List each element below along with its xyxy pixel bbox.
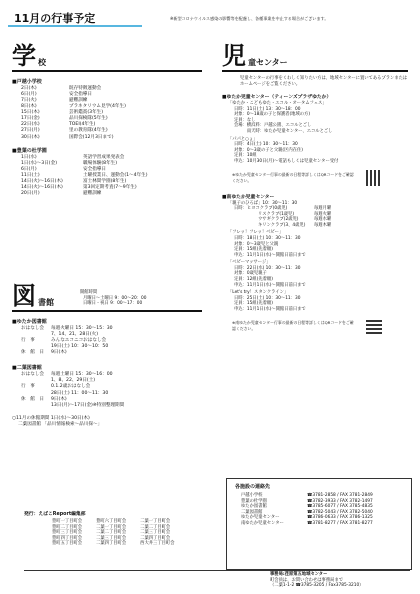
group-list <box>21 155 212 197</box>
closed-title: ○11月の休館期間 1日(水)〜30日(木) <box>12 415 90 421</box>
header <box>8 5 412 35</box>
closed-line: 二葉図書館 「品川情報検索～品川探～」 <box>18 421 103 427</box>
qr-code-icon[interactable] <box>366 170 382 186</box>
list-item: 19日(土) 10：30〜10：50 <box>51 344 109 350</box>
library-heading-big: 図 <box>12 282 36 310</box>
member-col: 二葉一丁目町会 二葉二丁目町会 二葉三丁目町会 二葉四丁目町会 西大井三丁目町会 <box>140 519 175 547</box>
publisher: 発行：えばこReport編集部 <box>24 512 86 517</box>
school-rule <box>12 70 202 72</box>
list-item: 20日(月) 避難訓練 <box>21 190 102 196</box>
list-item: 1日(水) 英語学習成果発表会 <box>21 154 125 160</box>
list-item: 14日(火)〜16日(木) 第3回定期考査(7〜9年生) <box>21 184 137 190</box>
list-item: おはなし会 毎週土曜日 15：30〜16：00 <box>21 372 113 378</box>
contacts-box <box>226 478 412 570</box>
list-item: 15日(木) 芸術鑑賞(3年生) <box>21 110 104 116</box>
member-col: 豊町六丁目町会 二葉一丁目町会 二葉二丁目町会 二葉三丁目町会 二葉四丁目町会 <box>96 519 127 547</box>
qr-block <box>232 318 412 334</box>
list-item: おはなし会 毎週火曜日 15：30〜15：30 <box>21 326 113 331</box>
event-details: 日時：25日(土) 10：30〜11：30 定員：15組(先着順) 申込：11月1日(水)〜開館日前日まで <box>234 295 306 312</box>
group-list <box>21 326 212 356</box>
group-title: ■戸越小学校 <box>12 79 42 85</box>
event-title: 「パパと○ょ」 <box>228 136 258 142</box>
list-item: 1日(水)〜3日(金) 職場体験(8年生) <box>21 160 118 166</box>
list-item: 二葉図書館 ☎ 3782-5043 / FAX 3782-5040 <box>241 509 373 515</box>
member-col: 豊町一丁目町会 豊町二丁目町会 豊町三丁目町会 豊町四丁目町会 豊町五丁目町会 <box>52 519 83 547</box>
event-details: 日時：4日(土) 10：30〜11：30 対象：0〜3歳の子と父親(区内在住) 定員：10組 申込：10月30日(月)〜電話もしくは児童センター受付 <box>234 142 339 164</box>
hours-line: 月曜日～土曜日 9：00～20：00 <box>83 295 147 301</box>
event-title: 「ゆたか・こどもゆた・エコル・オータムフェス」 <box>228 101 327 107</box>
qr-note: ※ゆたか児童センター行事の最新の日程等詳しくはQRコードをご確認ください。 <box>232 172 354 183</box>
school-heading-small: 校 <box>38 58 46 67</box>
list-item: 13日(月)〜17日(金)※特別整理期間 <box>51 402 125 408</box>
page-title: 11月の行事予定 <box>14 12 96 25</box>
center-yutaka <box>222 93 412 185</box>
office-title: 事務局:荏原第五地域センター <box>270 572 328 577</box>
school-section <box>12 44 212 197</box>
center-title: ■ゆたか児童センター（ティーンズプラザゆたか） <box>222 95 332 101</box>
qr-code-icon[interactable] <box>366 318 382 334</box>
list-item: 行 事 みんなエコニコおはなし会 <box>21 338 107 344</box>
list-item: 22日(水) TOEI(4年生) <box>21 122 96 128</box>
event-details: 日時：22日(水) 10：30〜11：30 対象：0歳児親子 定員：12組(先着順) 申込：11月1日(水)〜開館日前日まで <box>234 265 306 288</box>
list-item: ゆたか児童センター ☎ 3786-0633 / FAX 3786-1325 <box>241 515 373 521</box>
event-details: 日時：18日(土) 10：30〜11：30 対象：0〜3歳児と父親 定員：15組(先着順) 申込：11月1日(水)〜開館日前日まで <box>234 235 306 258</box>
library-group-futaba <box>12 364 212 408</box>
hours-line: 日曜日・祝日 9：00～17：00 <box>83 301 143 307</box>
list-item: 8日(木) プラネタリウム見学(4年生) <box>21 104 126 110</box>
list-item: 17日(金) 品川探検隊(5年生) <box>21 116 108 122</box>
title-underline <box>8 25 142 27</box>
hours-title: 開館時間 <box>80 290 98 295</box>
list-item: 30日(木) 国際会(12月3日まで) <box>21 134 114 140</box>
closed-notice <box>12 416 212 428</box>
children-heading-big: 児 <box>222 42 246 70</box>
list-item: 28日(土) 11：00〜11：30 <box>51 390 109 396</box>
school-heading-big: 学 <box>12 42 36 70</box>
group-title: ■二葉図書館 <box>12 365 42 372</box>
qr-note: ※南ゆたか児童センター行事の最新の日程等詳しくはQRコードをご確認ください。 <box>232 320 354 331</box>
library-group-yutaka <box>12 318 212 356</box>
list-item: 行 事 0.1.2歳おはなし会 <box>21 384 91 390</box>
library-hours <box>80 290 146 307</box>
member-columns <box>52 519 224 547</box>
school-group-toyoha <box>12 147 212 197</box>
list-item: 休 館 日 9日(木) <box>21 350 67 356</box>
list-item: 休 館 日 9日(木) <box>21 396 67 402</box>
group-list <box>21 372 212 408</box>
list-item: 6日(月) 安全指導日 <box>21 92 92 98</box>
event-title: 「ベビーマッサージ」 <box>228 260 271 266</box>
list-item: 27日(月) 里の教育隊(4年生) <box>21 128 108 134</box>
center-body <box>228 101 412 164</box>
library-rule <box>12 310 202 312</box>
list-item: 戸越小学校 ☎ 3781-2858 / FAX 3781-2849 <box>241 493 373 498</box>
contacts-title: 各施設の連絡先 <box>235 484 271 490</box>
list-item: 南ゆたか児童センター ☎ 3781-8277 / FAX 3781-8277 <box>241 520 373 526</box>
office-info <box>270 572 410 589</box>
group-list <box>21 86 212 141</box>
office-line: （二葉1-1-2 ☎3785-3205 / Fax3785-3210） <box>270 583 364 589</box>
list-item: 2日(木) 既存特徴運動会 <box>21 86 102 91</box>
center-body <box>228 201 412 313</box>
qr-block <box>232 170 412 186</box>
children-intro: 児童センターの行事をくわしく知りたい方は、地域センターに置いてあるプランまたはホームページをご覧ください。 <box>240 76 408 87</box>
office-line: 町会員は、お問い合わせは事務局まで <box>270 577 344 583</box>
library-section <box>12 284 212 428</box>
list-item: 6日(月) 安全指導日 <box>21 166 106 172</box>
school-group-togoshi <box>12 78 212 141</box>
notice: ※新型コロナウイルス感染の影響等を配慮し、各種事業を中止する場合がございます。 <box>170 16 329 21</box>
contacts-list <box>241 493 411 526</box>
list-item: キリンクラブ(3、4歳児) 毎週木曜 <box>258 222 332 228</box>
event-details: 日時：11日(土) 13：30〜18：00 対象：0〜18歳の子と保護者(地域の方) 定員：なし 会場：横浜料：戸越公園、エコルとごし 雨天時：ゆたか児童センター、エコルとごし <box>234 106 333 135</box>
center-title: ■南ゆたか児童センター <box>222 194 275 200</box>
event-title: 「フレッ！フレッ！ベビー」 <box>228 230 284 236</box>
list-item: ウサギクラブ(2歳児) 毎週水曜 <box>258 217 332 223</box>
center-minami-yutaka <box>222 193 412 334</box>
list-item: 14日(火)〜16日(木) 富士林間学園(8年生) <box>21 178 127 184</box>
list-item: 11日(土) 土曜授業日、運動会(1〜4年生) <box>21 172 148 178</box>
list-item: 豊葉の杜学園 ☎ 3782-3933 / FAX 3782-1497 <box>241 498 373 504</box>
club-list <box>234 206 412 228</box>
list-item: リスクラブ(1歳児) 毎週火曜 <box>258 211 332 217</box>
library-heading-small: 書館 <box>38 298 54 307</box>
children-section <box>222 44 412 334</box>
list-item: 1、8、22、29日(土) <box>51 378 96 384</box>
list-item: 7、14、21、28日(火) <box>51 332 99 338</box>
list-item: 7日(火) 避難訓練 <box>21 98 88 104</box>
children-heading-small: 童センター <box>248 58 288 67</box>
list-item: ゆたか図書館 ☎ 3785-6077 / FAX 3785-4835 <box>241 504 373 510</box>
event-title: 「親子のひろば」10：30〜11：30 <box>228 200 298 206</box>
group-title: ■ゆたか図書館 <box>12 319 47 325</box>
footer <box>24 510 224 592</box>
children-rule <box>222 70 408 72</box>
list-item: 日時：ヒヨコクラブ(0歳児) 毎週月曜 <box>234 206 332 212</box>
group-title: ■豊葉の杜学園 <box>12 147 47 154</box>
event-title: 「Let's try！スタンクライン」 <box>228 290 289 296</box>
